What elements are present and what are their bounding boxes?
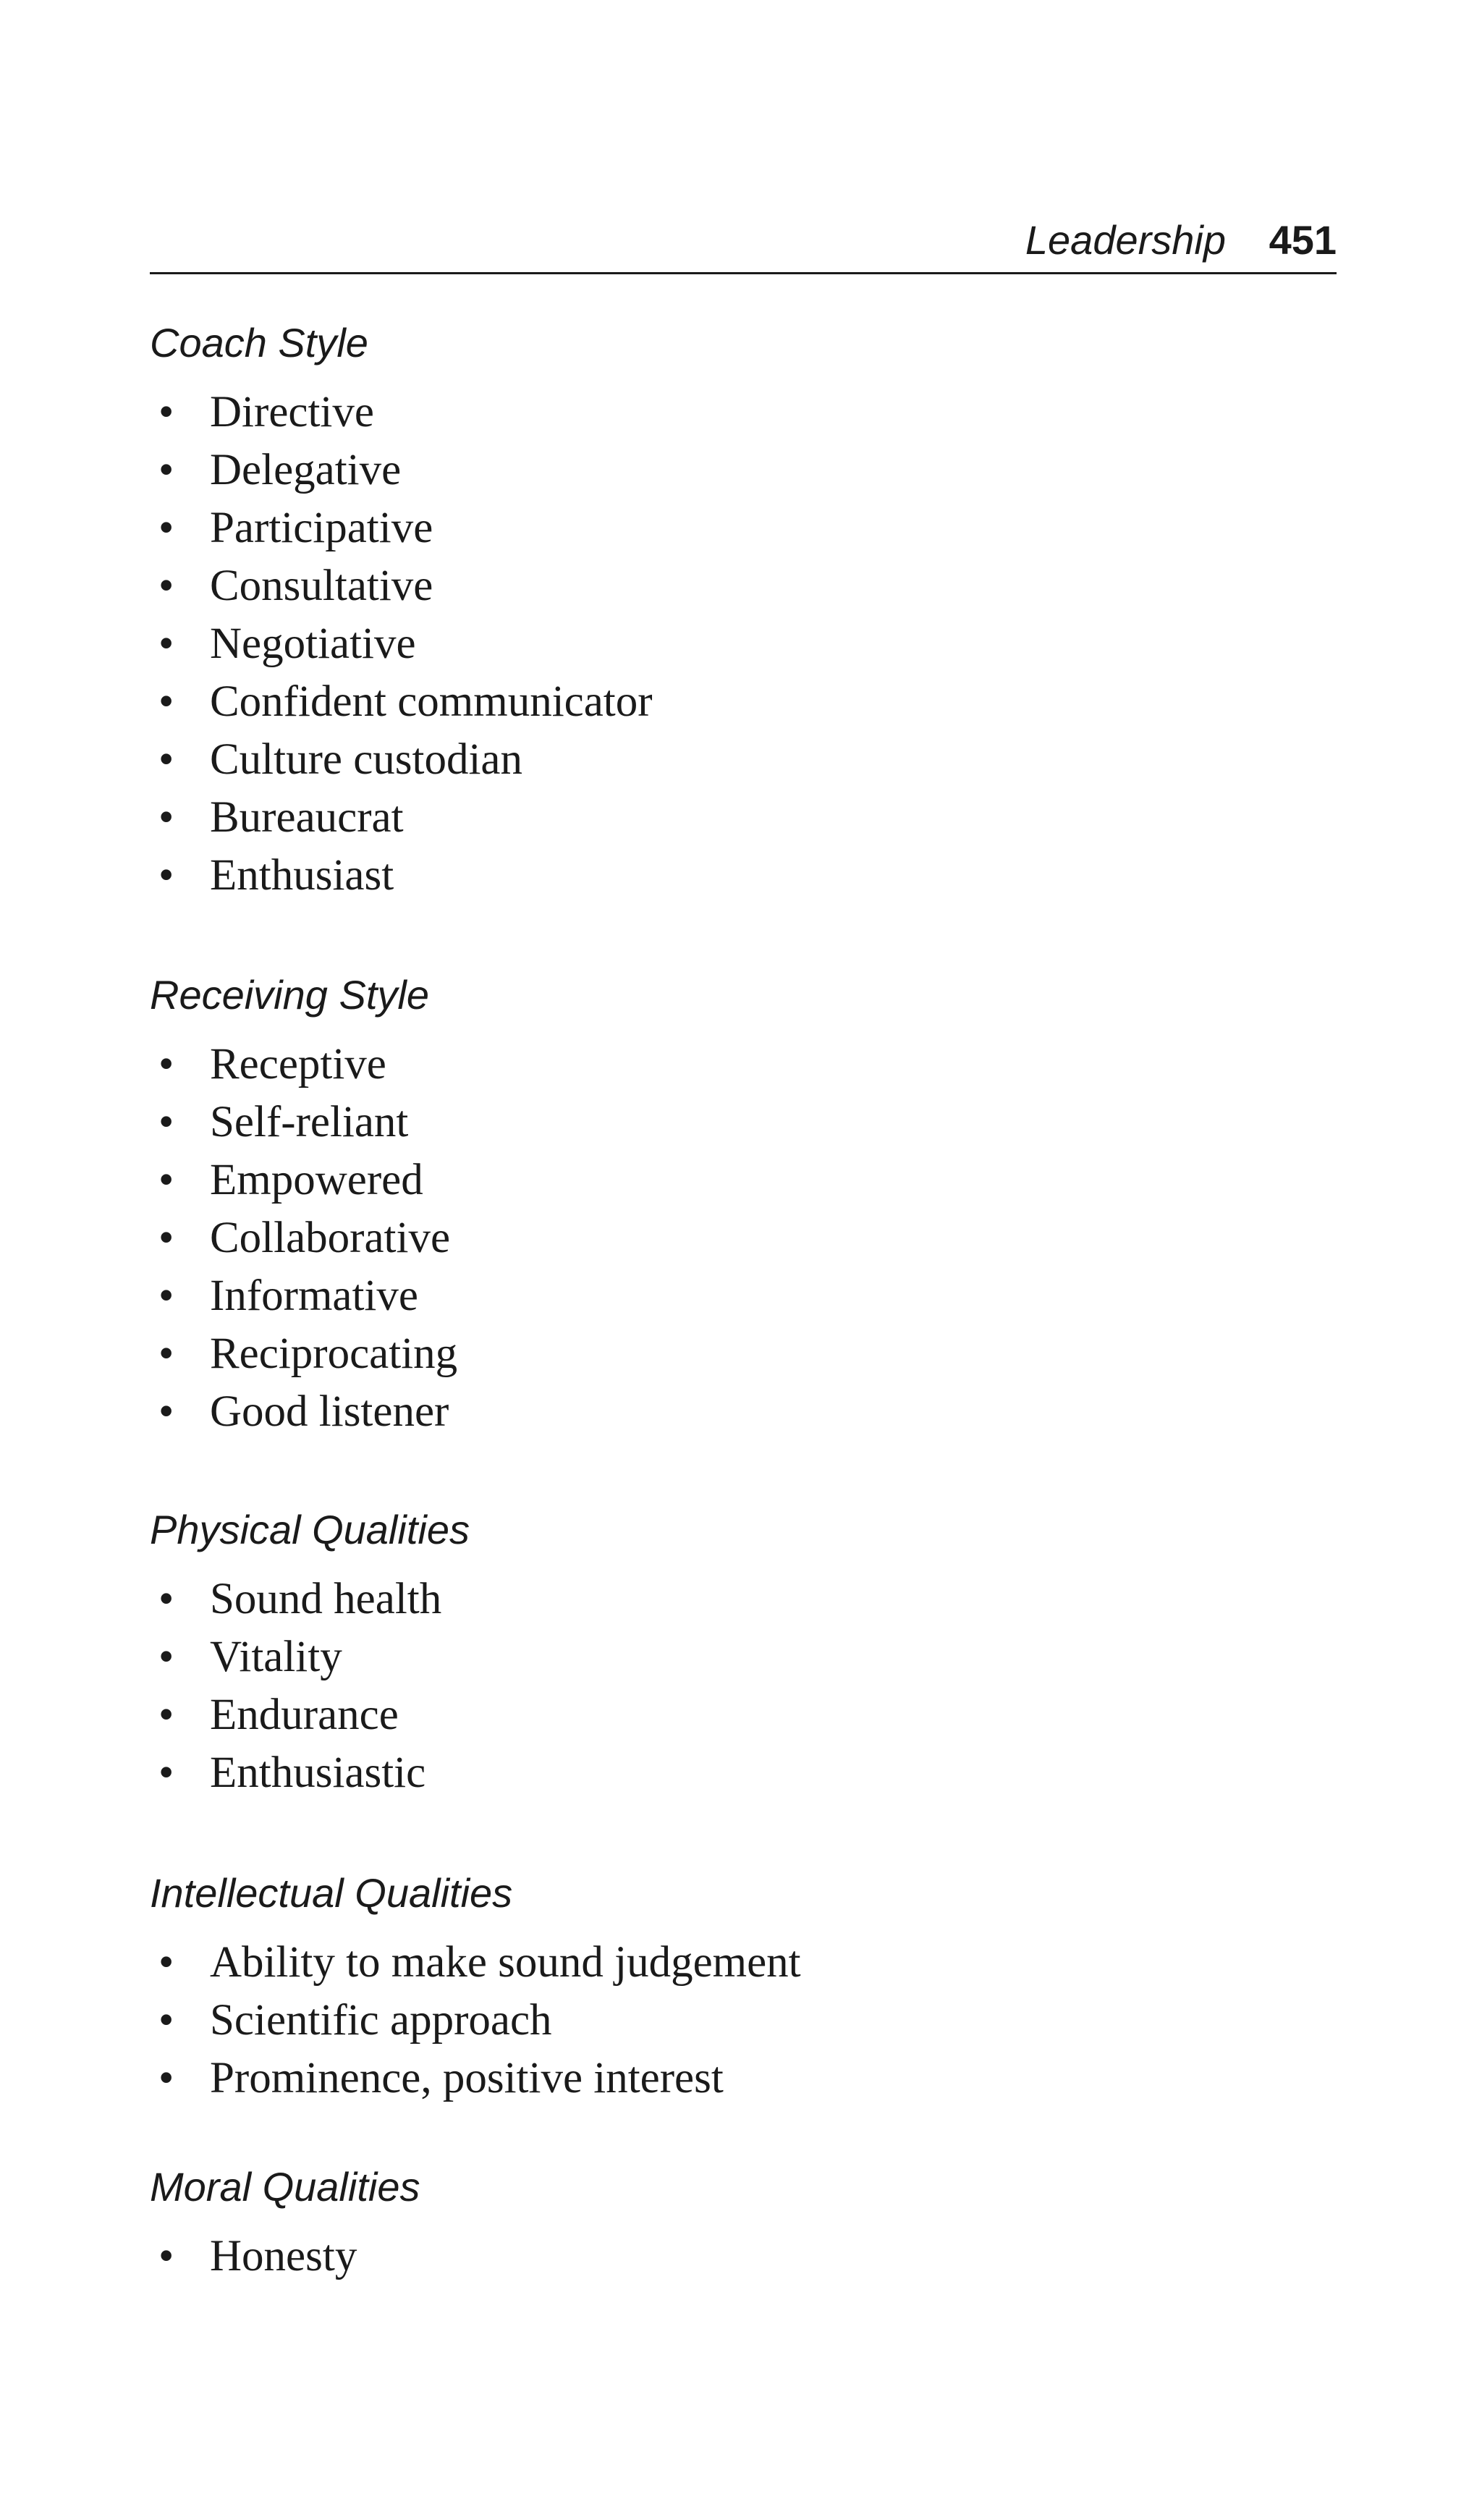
list-item-text: Sound health	[210, 1575, 442, 1623]
bullet-icon: •	[158, 1214, 174, 1262]
list-item	[150, 1267, 1337, 1325]
page-number: 451	[1269, 217, 1337, 263]
list-item	[150, 1325, 1337, 1383]
section-heading: Coach Style	[150, 320, 368, 365]
running-title: Leadership	[1025, 217, 1226, 263]
bullet-icon: •	[158, 793, 174, 842]
bullet-icon: •	[158, 677, 174, 726]
bullet-icon: •	[158, 388, 174, 436]
list-item-text: Empowered	[210, 1156, 423, 1204]
list-item-text: Consultative	[210, 562, 433, 610]
list-item-text: Receptive	[210, 1040, 386, 1088]
bullet-icon: •	[158, 1996, 174, 2045]
bullet-icon: •	[158, 1156, 174, 1204]
list-item	[150, 1744, 1337, 1802]
list-item	[150, 1209, 1337, 1267]
bullet-icon: •	[158, 735, 174, 784]
bullet-icon: •	[158, 1633, 174, 1681]
section-moral-qualities	[150, 2164, 1337, 2286]
list-item-text: Good listener	[210, 1387, 449, 1436]
section-heading: Receiving Style	[150, 972, 429, 1018]
list-item-text: Directive	[210, 388, 374, 436]
bullet-icon: •	[158, 446, 174, 494]
list-item-text: Informative	[210, 1272, 418, 1320]
list-item-text: Self-reliant	[210, 1098, 409, 1146]
list-item	[150, 1934, 1337, 1992]
section-receiving-style	[150, 972, 1337, 1441]
list-item	[150, 1036, 1337, 1094]
bullet-icon: •	[158, 1387, 174, 1436]
list-item-text: Delegative	[210, 446, 402, 494]
bullet-icon: •	[158, 1040, 174, 1088]
bullet-icon: •	[158, 1691, 174, 1739]
list-item-text: Prominence, positive interest	[210, 2054, 724, 2102]
list-item	[150, 1992, 1337, 2050]
section-physical-qualities	[150, 1507, 1337, 1802]
list-item-text: Confident communicator	[210, 677, 653, 726]
bullet-icon: •	[158, 1272, 174, 1320]
list-item-text: Enthusiast	[210, 851, 394, 900]
list-item	[150, 1151, 1337, 1209]
list-item	[150, 384, 1337, 441]
bullet-icon: •	[158, 2054, 174, 2102]
bullet-list	[150, 1934, 1337, 2107]
list-item-text: Ability to make sound judgement	[210, 1938, 801, 1987]
list-item	[150, 615, 1337, 673]
list-item-text: Negotiative	[210, 620, 416, 668]
bullet-list	[150, 2228, 1337, 2286]
section-heading: Moral Qualities	[150, 2164, 420, 2210]
list-item-text: Scientific approach	[210, 1996, 552, 2045]
list-item	[150, 673, 1337, 731]
book-page	[150, 0, 1337, 2520]
list-item	[150, 1628, 1337, 1686]
list-item	[150, 2228, 1337, 2286]
list-item-text: Endurance	[210, 1691, 399, 1739]
list-item-text: Enthusiastic	[210, 1749, 426, 1797]
list-item	[150, 1686, 1337, 1744]
list-item-text: Reciprocating	[210, 1329, 458, 1378]
list-item	[150, 1383, 1337, 1441]
list-item	[150, 731, 1337, 789]
bullet-list	[150, 1036, 1337, 1441]
list-item-text: Honesty	[210, 2232, 357, 2280]
bullet-icon: •	[158, 562, 174, 610]
bullet-list	[150, 384, 1337, 905]
list-item	[150, 441, 1337, 499]
bullet-icon: •	[158, 1938, 174, 1987]
bullet-list	[150, 1570, 1337, 1802]
list-item	[150, 2050, 1337, 2107]
list-item-text: Participative	[210, 504, 433, 552]
bullet-icon: •	[158, 2232, 174, 2280]
bullet-icon: •	[158, 1575, 174, 1623]
section-heading: Intellectual Qualities	[150, 1870, 513, 1916]
list-item-text: Collaborative	[210, 1214, 451, 1262]
list-item-text: Bureaucrat	[210, 793, 404, 842]
running-header	[150, 211, 1337, 274]
section-heading: Physical Qualities	[150, 1507, 470, 1552]
list-item-text: Vitality	[210, 1633, 342, 1681]
bullet-icon: •	[158, 1329, 174, 1378]
list-item	[150, 1570, 1337, 1628]
bullet-icon: •	[158, 1098, 174, 1146]
list-item	[150, 557, 1337, 615]
section-intellectual-qualities	[150, 1870, 1337, 2107]
list-item	[150, 847, 1337, 905]
list-item-text: Culture custodian	[210, 735, 523, 784]
section-coach-style	[150, 320, 1337, 905]
bullet-icon: •	[158, 1749, 174, 1797]
bullet-icon: •	[158, 620, 174, 668]
bullet-icon: •	[158, 851, 174, 900]
list-item	[150, 499, 1337, 557]
bullet-icon: •	[158, 504, 174, 552]
list-item	[150, 789, 1337, 847]
list-item	[150, 1094, 1337, 1151]
